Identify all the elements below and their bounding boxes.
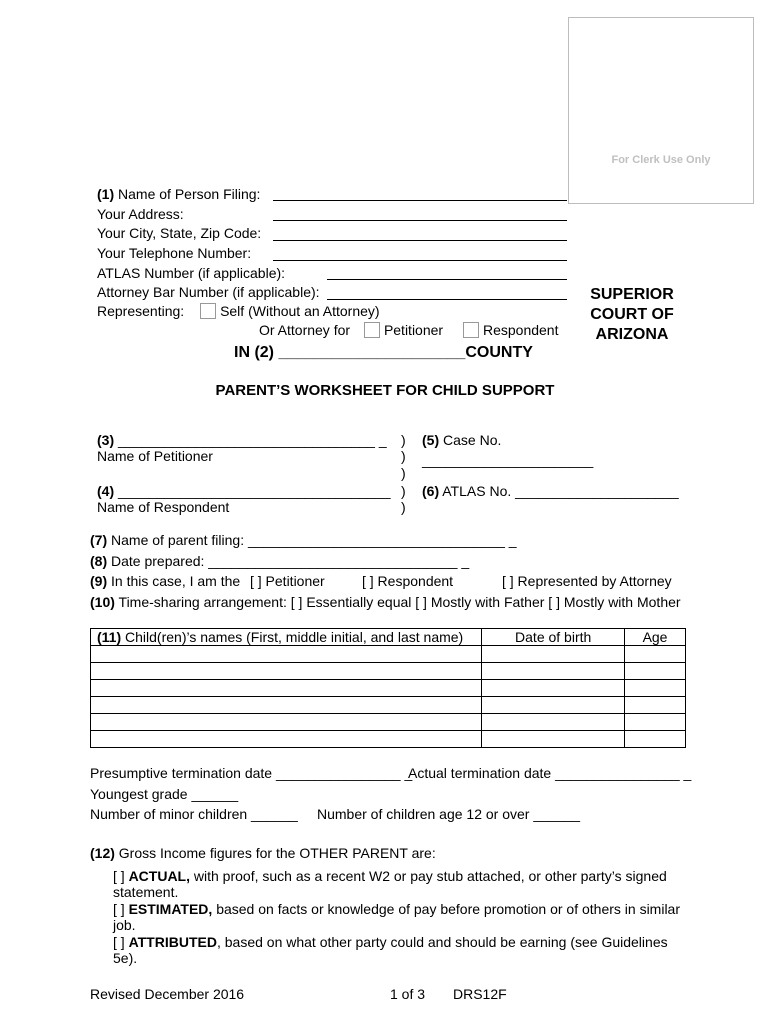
representing-row xyxy=(97,303,380,320)
table-row xyxy=(91,697,686,714)
attorney-for-label: Or Attorney for xyxy=(259,322,351,338)
table-row xyxy=(91,731,686,748)
filer-name-input[interactable] xyxy=(273,200,567,201)
attributed-label: ATTRIBUTED xyxy=(128,934,217,950)
child-dob-cell[interactable] xyxy=(482,697,625,714)
table-row xyxy=(91,663,686,680)
field-number: (12) xyxy=(90,845,115,861)
filer-name-label xyxy=(97,186,260,203)
children-table xyxy=(90,628,686,748)
field-number: (7) xyxy=(90,532,108,548)
actual-checkbox[interactable]: [ ] xyxy=(113,868,125,884)
field-number: (9) xyxy=(90,573,108,589)
footer-revised: Revised December 2016 xyxy=(90,986,245,1002)
child-dob-cell[interactable] xyxy=(482,663,625,680)
parent-filing-field[interactable] xyxy=(90,532,517,549)
footer-page-number: 1 of 3 xyxy=(390,986,426,1002)
court-name-line2: COURT OF xyxy=(590,306,674,323)
child-dob-cell[interactable] xyxy=(482,646,625,663)
actual-text: with proof, such as a recent W2 or pay stub attached, or other party’s signed statement. xyxy=(113,868,667,900)
atlas-number-input[interactable]: ATLAS No. _____________________ xyxy=(442,483,679,499)
estimated-checkbox[interactable]: [ ] xyxy=(113,901,125,917)
table-row xyxy=(91,714,686,731)
petitioner-checkbox[interactable] xyxy=(364,322,380,338)
field-number: (11) xyxy=(97,629,122,645)
income-heading xyxy=(90,845,436,862)
respondent-checkbox[interactable] xyxy=(463,322,479,338)
filer-phone-input[interactable] xyxy=(273,260,567,261)
child-name-cell[interactable] xyxy=(91,680,482,697)
county-suffix: COUNTY xyxy=(465,344,533,361)
field-number: (6) xyxy=(422,483,440,499)
filer-phone-label: Your Telephone Number: xyxy=(97,245,252,261)
court-name-line3: ARIZONA xyxy=(595,326,669,343)
field-number: (1) xyxy=(97,186,115,202)
caption-paren: ) xyxy=(401,499,406,515)
time-sharing-text: Time-sharing arrangement: [ ] Essentially equal [ ] Mostly with Father [ ] Mostly with Mother xyxy=(114,594,681,610)
role-attorney-option[interactable]: [ ] Represented by Attorney xyxy=(502,573,672,589)
filer-city-label: Your City, State, Zip Code: xyxy=(97,225,262,241)
child-age-cell[interactable] xyxy=(625,697,686,714)
time-sharing-field[interactable] xyxy=(90,594,681,611)
child-name-cell[interactable] xyxy=(91,663,482,680)
child-age-cell[interactable] xyxy=(625,731,686,748)
atlas-number-field xyxy=(422,483,679,500)
actual-termination-field[interactable]: Actual termination date ________________ _ xyxy=(408,765,692,781)
case-label-text: Case No. xyxy=(443,432,502,448)
field-number: (10) xyxy=(90,594,115,610)
clerk-use-box xyxy=(568,17,754,204)
field-number: (3) xyxy=(97,432,115,448)
child-dob-cell[interactable] xyxy=(482,680,625,697)
respondent-option-label: Respondent xyxy=(482,322,559,338)
attorney-for-row xyxy=(259,322,559,339)
court-name-line1: SUPERIOR xyxy=(590,286,674,303)
caption-paren: ) xyxy=(401,483,406,499)
income-actual-option[interactable] xyxy=(113,868,683,900)
party-role-field xyxy=(90,573,240,590)
presumptive-termination-field[interactable]: Presumptive termination date ________________ _ xyxy=(90,765,413,781)
field-number: (4) xyxy=(97,483,115,499)
self-checkbox[interactable] xyxy=(200,303,216,319)
respondent-name-input[interactable]: ___________________________________ xyxy=(118,483,391,499)
caption-paren: ) xyxy=(401,465,406,481)
date-prepared-field[interactable] xyxy=(90,553,469,570)
respondent-name-label: Name of Respondent xyxy=(97,499,230,515)
petitioner-name-input[interactable]: _________________________________ _ xyxy=(118,432,387,448)
county-line xyxy=(234,343,533,362)
filer-name-text: Name of Person Filing: xyxy=(118,186,261,202)
child-name-cell[interactable] xyxy=(91,714,482,731)
filer-bar-label: Attorney Bar Number (if applicable): xyxy=(97,284,320,300)
case-number-label xyxy=(422,432,501,449)
child-dob-cell[interactable] xyxy=(482,731,625,748)
table-row xyxy=(91,680,686,697)
header-dob: Date of birth xyxy=(482,629,625,646)
footer-form-code: DRS12F xyxy=(453,986,507,1002)
child-age-cell[interactable] xyxy=(625,714,686,731)
actual-label: ACTUAL, xyxy=(128,868,190,884)
party-role-text: In this case, I am the xyxy=(107,573,241,589)
header-names-text: Child(ren)’s names (First, middle initial, and last name) xyxy=(121,629,464,645)
role-petitioner-option[interactable]: [ ] Petitioner xyxy=(250,573,325,589)
child-name-cell[interactable] xyxy=(91,697,482,714)
filer-address-input[interactable] xyxy=(273,220,567,221)
estimated-label: ESTIMATED, xyxy=(128,901,213,917)
petitioner-name-label: Name of Petitioner xyxy=(97,448,213,464)
date-prepared-text: Date prepared: ________________________________ _ xyxy=(107,553,470,569)
child-age-cell[interactable] xyxy=(625,646,686,663)
filer-atlas-label: ATLAS Number (if applicable): xyxy=(97,265,286,281)
attributed-text: , based on what other party could and should be earning (see Guidelines 5e). xyxy=(113,934,668,966)
header-age: Age xyxy=(625,629,686,646)
filer-bar-input[interactable] xyxy=(327,299,567,300)
caption-paren: ) xyxy=(401,432,406,448)
table-row xyxy=(91,646,686,663)
role-respondent-option[interactable]: [ ] Respondent xyxy=(362,573,454,589)
child-age-cell[interactable] xyxy=(625,680,686,697)
child-dob-cell[interactable] xyxy=(482,714,625,731)
page-title: PARENT’S WORKSHEET FOR CHILD SUPPORT xyxy=(215,382,555,399)
children-over-12-field[interactable]: Number of children age 12 or over ______ xyxy=(317,806,581,822)
youngest-grade-field[interactable]: Youngest grade ______ xyxy=(90,786,239,802)
attributed-checkbox[interactable]: [ ] xyxy=(113,934,125,950)
filer-address-label: Your Address: xyxy=(97,206,184,222)
filer-city-input[interactable] xyxy=(273,240,567,241)
child-age-cell[interactable] xyxy=(625,663,686,680)
income-estimated-option[interactable] xyxy=(113,901,683,933)
field-number: (5) xyxy=(422,432,440,448)
caption-paren: ) xyxy=(401,448,406,464)
clerk-use-label: For Clerk Use Only xyxy=(611,154,711,166)
filer-atlas-input[interactable] xyxy=(327,279,567,280)
income-attributed-option[interactable] xyxy=(113,934,683,966)
petitioner-option-label: Petitioner xyxy=(383,322,444,338)
county-prefix: IN (2) xyxy=(234,344,274,361)
representing-label: Representing: xyxy=(97,303,185,319)
table-header-row xyxy=(91,629,686,646)
case-number-input[interactable]: ______________________ xyxy=(422,452,594,468)
county-input[interactable]: _____________________ xyxy=(278,344,466,361)
header-names xyxy=(91,629,482,646)
income-heading-text: Gross Income figures for the OTHER PARENT are: xyxy=(114,845,436,861)
field-number: (8) xyxy=(90,553,108,569)
child-name-cell[interactable] xyxy=(91,731,482,748)
estimated-text: based on facts or knowledge of pay before promotion or of others in similar job. xyxy=(113,901,681,933)
petitioner-name-line xyxy=(97,432,387,449)
respondent-name-line xyxy=(97,483,391,500)
minor-children-field[interactable]: Number of minor children ______ xyxy=(90,806,298,822)
self-option-label: Self (Without an Attorney) xyxy=(220,303,380,319)
child-name-cell[interactable] xyxy=(91,646,482,663)
parent-filing-text: Name of parent filing: _________________________________ _ xyxy=(107,532,517,548)
